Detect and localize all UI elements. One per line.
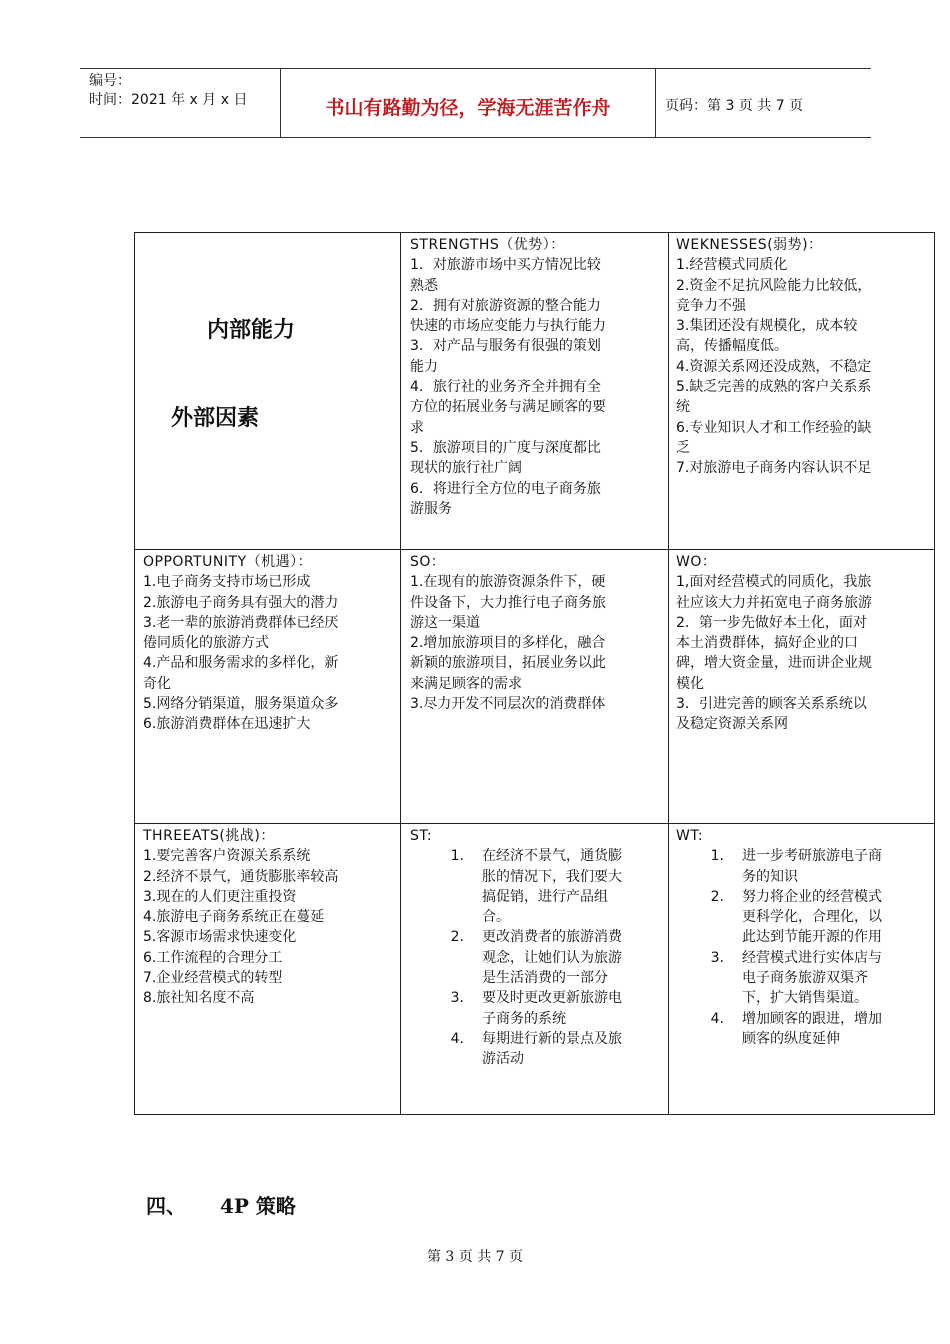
strengths-line: 熟悉	[410, 277, 438, 294]
section-number: 四、	[146, 1194, 186, 1218]
weaknesses-line: 3.集团还没有规模化，成本较	[676, 318, 858, 335]
wt-item	[706, 1009, 931, 1050]
weaknesses-line: 统	[676, 399, 690, 416]
threats-list	[143, 846, 395, 1008]
st-item	[446, 988, 662, 1029]
wt-item-line: 进一步考研旅游电子商	[742, 848, 882, 865]
weaknesses-line: 乏	[676, 439, 690, 456]
st-item-line: 子商务的系统	[482, 1010, 566, 1027]
threats-title: THREEATS(挑战)：	[143, 828, 275, 844]
weaknesses-line: 4.资源关系网还没成熟，不稳定	[676, 358, 872, 375]
wo-line: 1,面对经营模式的同质化，我旅	[676, 574, 872, 591]
wt-item-line: 顾客的纵度延伸	[742, 1030, 840, 1047]
weaknesses-line: 6.专业知识人才和工作经验的缺	[676, 419, 872, 436]
doc-number-label: 编号：	[89, 73, 131, 89]
strengths-line: 5．旅游项目的广度与深度都比	[410, 439, 601, 456]
strengths-line: 1．对旅游市场中买方情况比较	[410, 257, 601, 274]
wo-line: 2．第一步先做好本土化，面对	[676, 614, 867, 631]
opportunity-title: OPPORTUNITY（机遇）：	[143, 554, 313, 570]
st-item-line: 游活动	[482, 1051, 524, 1068]
strengths-list	[410, 255, 662, 519]
st-item-number: 4.	[450, 1030, 464, 1047]
wt-list	[706, 846, 931, 1049]
weaknesses-line: 2.资金不足抗风险能力比较低，	[676, 277, 872, 294]
wt-item-line: 更科学化，合理化，以	[742, 909, 882, 926]
header-page-label: 页码：第 3 页 共 7 页	[665, 98, 804, 114]
header-motto-cell	[280, 69, 656, 137]
wt-item-line: 务的知识	[742, 868, 798, 885]
strengths-line: 6．将进行全方位的电子商务旅	[410, 480, 601, 497]
opportunity-cell	[143, 552, 395, 735]
so-line: 3.尽力开发不同层次的消费群体	[410, 696, 606, 713]
strengths-line: 2．拥有对旅游资源的整合能力	[410, 297, 601, 314]
st-item-number: 1.	[450, 848, 464, 865]
so-title: SO：	[410, 554, 446, 570]
st-item	[446, 846, 662, 927]
strengths-line: 4．旅行社的业务齐全并拥有全	[410, 379, 601, 396]
wo-line: 模化	[676, 675, 704, 692]
threats-cell	[143, 826, 395, 1009]
wo-line: 3．引进完善的顾客关系系统以	[676, 696, 867, 713]
st-item	[446, 1029, 662, 1070]
strengths-line: 现状的旅行社广阔	[410, 460, 522, 477]
strengths-line: 求	[410, 419, 424, 436]
wo-line: 碑，增大资金量，进而讲企业规	[676, 655, 872, 672]
row-divider	[135, 823, 934, 824]
st-list	[446, 846, 662, 1069]
st-item	[446, 927, 662, 988]
st-item-number: 2.	[450, 929, 464, 946]
opportunity-line: 4.产品和服务需求的多样化，新	[143, 655, 339, 672]
st-item-line: 每期进行新的景点及旅	[482, 1030, 622, 1047]
threats-line: 6.工作流程的合理分工	[143, 949, 283, 966]
wt-item-line: 下，扩大销售渠道。	[742, 990, 868, 1007]
swot-table	[134, 232, 935, 1115]
weaknesses-line: 高，传播幅度低。	[676, 338, 788, 355]
strengths-title: STRENGTHS（优势）：	[410, 237, 565, 253]
corner-internal-label: 内部能力	[207, 318, 296, 343]
wt-item-number: 1.	[710, 848, 724, 865]
strengths-line: 3．对产品与服务有很强的策划	[410, 338, 601, 355]
st-item-line: 合。	[482, 909, 510, 926]
so-line: 游这一渠道	[410, 614, 480, 631]
st-item-line: 胀的情况下，我们要大	[482, 868, 622, 885]
so-line: 1.在现有的旅游资源条件下，硬	[410, 574, 606, 591]
opportunity-line: 6.旅游消费群体在迅速扩大	[143, 716, 311, 733]
wo-cell	[676, 552, 931, 735]
wt-item	[706, 887, 931, 948]
wt-item-number: 2.	[710, 888, 724, 905]
threats-line: 3.现在的人们更注重投资	[143, 888, 297, 905]
strengths-line: 方位的拓展业务与满足顾客的要	[410, 399, 606, 416]
wt-item-line: 努力将企业的经营模式	[742, 888, 882, 905]
so-cell	[410, 552, 662, 714]
weaknesses-line: 7.对旅游电子商务内容认识不足	[676, 460, 872, 477]
wt-item	[706, 948, 931, 1009]
threats-line: 8.旅社知名度不高	[143, 990, 255, 1007]
so-line: 来满足顾客的需求	[410, 675, 522, 692]
weaknesses-line: 5.缺乏完善的成熟的客户关系系	[676, 379, 872, 396]
opportunity-line: 5.网络分销渠道，服务渠道众多	[143, 696, 339, 713]
weaknesses-line: 1.经营模式同质化	[676, 257, 788, 274]
doc-time-label: 时间：2021 年 x 月 x 日	[89, 92, 248, 108]
threats-line: 4.旅游电子商务系统正在蔓延	[143, 909, 325, 926]
opportunity-line: 倦同质化的旅游方式	[143, 635, 269, 652]
opportunity-line: 奇化	[143, 675, 171, 692]
weaknesses-list	[676, 255, 931, 478]
so-line: 新颖的旅游项目，拓展业务以此	[410, 655, 606, 672]
st-item-line: 要及时更改更新旅游电	[482, 990, 622, 1007]
threats-line: 7.企业经营模式的转型	[143, 970, 283, 987]
page-header	[80, 68, 871, 138]
header-motto: 书山有路勤为径，学海无涯苦作舟	[325, 97, 611, 119]
st-item-line: 观念，让她们认为旅游	[482, 949, 622, 966]
wt-item	[706, 846, 931, 887]
wo-line: 社应该大力并拓宽电子商务旅游	[676, 594, 872, 611]
so-list	[410, 572, 662, 714]
so-line: 件设备下，大力推行电子商务旅	[410, 594, 606, 611]
wt-item-number: 3.	[710, 949, 724, 966]
corner-external-label: 外部因素	[171, 406, 260, 431]
wt-title: WT:	[676, 828, 704, 844]
threats-line: 5.客源市场需求快速变化	[143, 929, 297, 946]
st-item-line: 在经济不景气，通货膨	[482, 848, 622, 865]
page-footer: 第 3 页 共 7 页	[426, 1249, 524, 1265]
header-meta-cell	[80, 69, 280, 137]
wt-item-number: 4.	[710, 1010, 724, 1027]
opportunity-line: 3.老一辈的旅游消费群体已经厌	[143, 614, 339, 631]
row-divider	[135, 549, 934, 550]
section-heading	[146, 1190, 296, 1219]
wt-item-line: 电子商务旅游双渠齐	[742, 970, 868, 987]
strengths-line: 游服务	[410, 500, 452, 517]
wo-line: 及稳定资源关系网	[676, 716, 788, 733]
wt-cell	[676, 826, 931, 1049]
so-line: 2.增加旅游项目的多样化，融合	[410, 635, 606, 652]
st-item-line: 更改消费者的旅游消费	[482, 929, 622, 946]
weaknesses-line: 竞争力不强	[676, 297, 746, 314]
opportunity-list	[143, 572, 395, 734]
threats-line: 1.要完善客户资源关系系统	[143, 848, 311, 865]
wt-item-line: 增加顾客的跟进，增加	[742, 1010, 882, 1027]
weaknesses-cell	[676, 235, 931, 479]
column-divider	[668, 233, 669, 1114]
header-page-cell	[655, 69, 871, 137]
st-cell	[410, 826, 662, 1070]
column-divider	[400, 233, 401, 1114]
wt-item-line: 经营模式进行实体店与	[742, 949, 882, 966]
wt-item-line: 此达到节能开源的作用	[742, 929, 882, 946]
strengths-cell	[410, 235, 662, 519]
threats-line: 2.经济不景气，通货膨胀率较高	[143, 868, 339, 885]
st-item-line: 是生活消费的一部分	[482, 970, 608, 987]
weaknesses-title: WEKNESSES(弱势)：	[676, 237, 823, 253]
strengths-line: 能力	[410, 358, 438, 375]
wo-title: WO：	[676, 554, 717, 570]
opportunity-line: 1.电子商务支持市场已形成	[143, 574, 311, 591]
st-title: ST:	[410, 828, 433, 844]
st-item-number: 3.	[450, 990, 464, 1007]
st-item-line: 搞促销，进行产品组	[482, 888, 608, 905]
wo-list	[676, 572, 931, 734]
strengths-line: 快速的市场应变能力与执行能力	[410, 318, 606, 335]
wo-line: 本土消费群体，搞好企业的口	[676, 635, 858, 652]
opportunity-line: 2.旅游电子商务具有强大的潜力	[143, 594, 339, 611]
section-title: 4P 策略	[220, 1194, 296, 1218]
